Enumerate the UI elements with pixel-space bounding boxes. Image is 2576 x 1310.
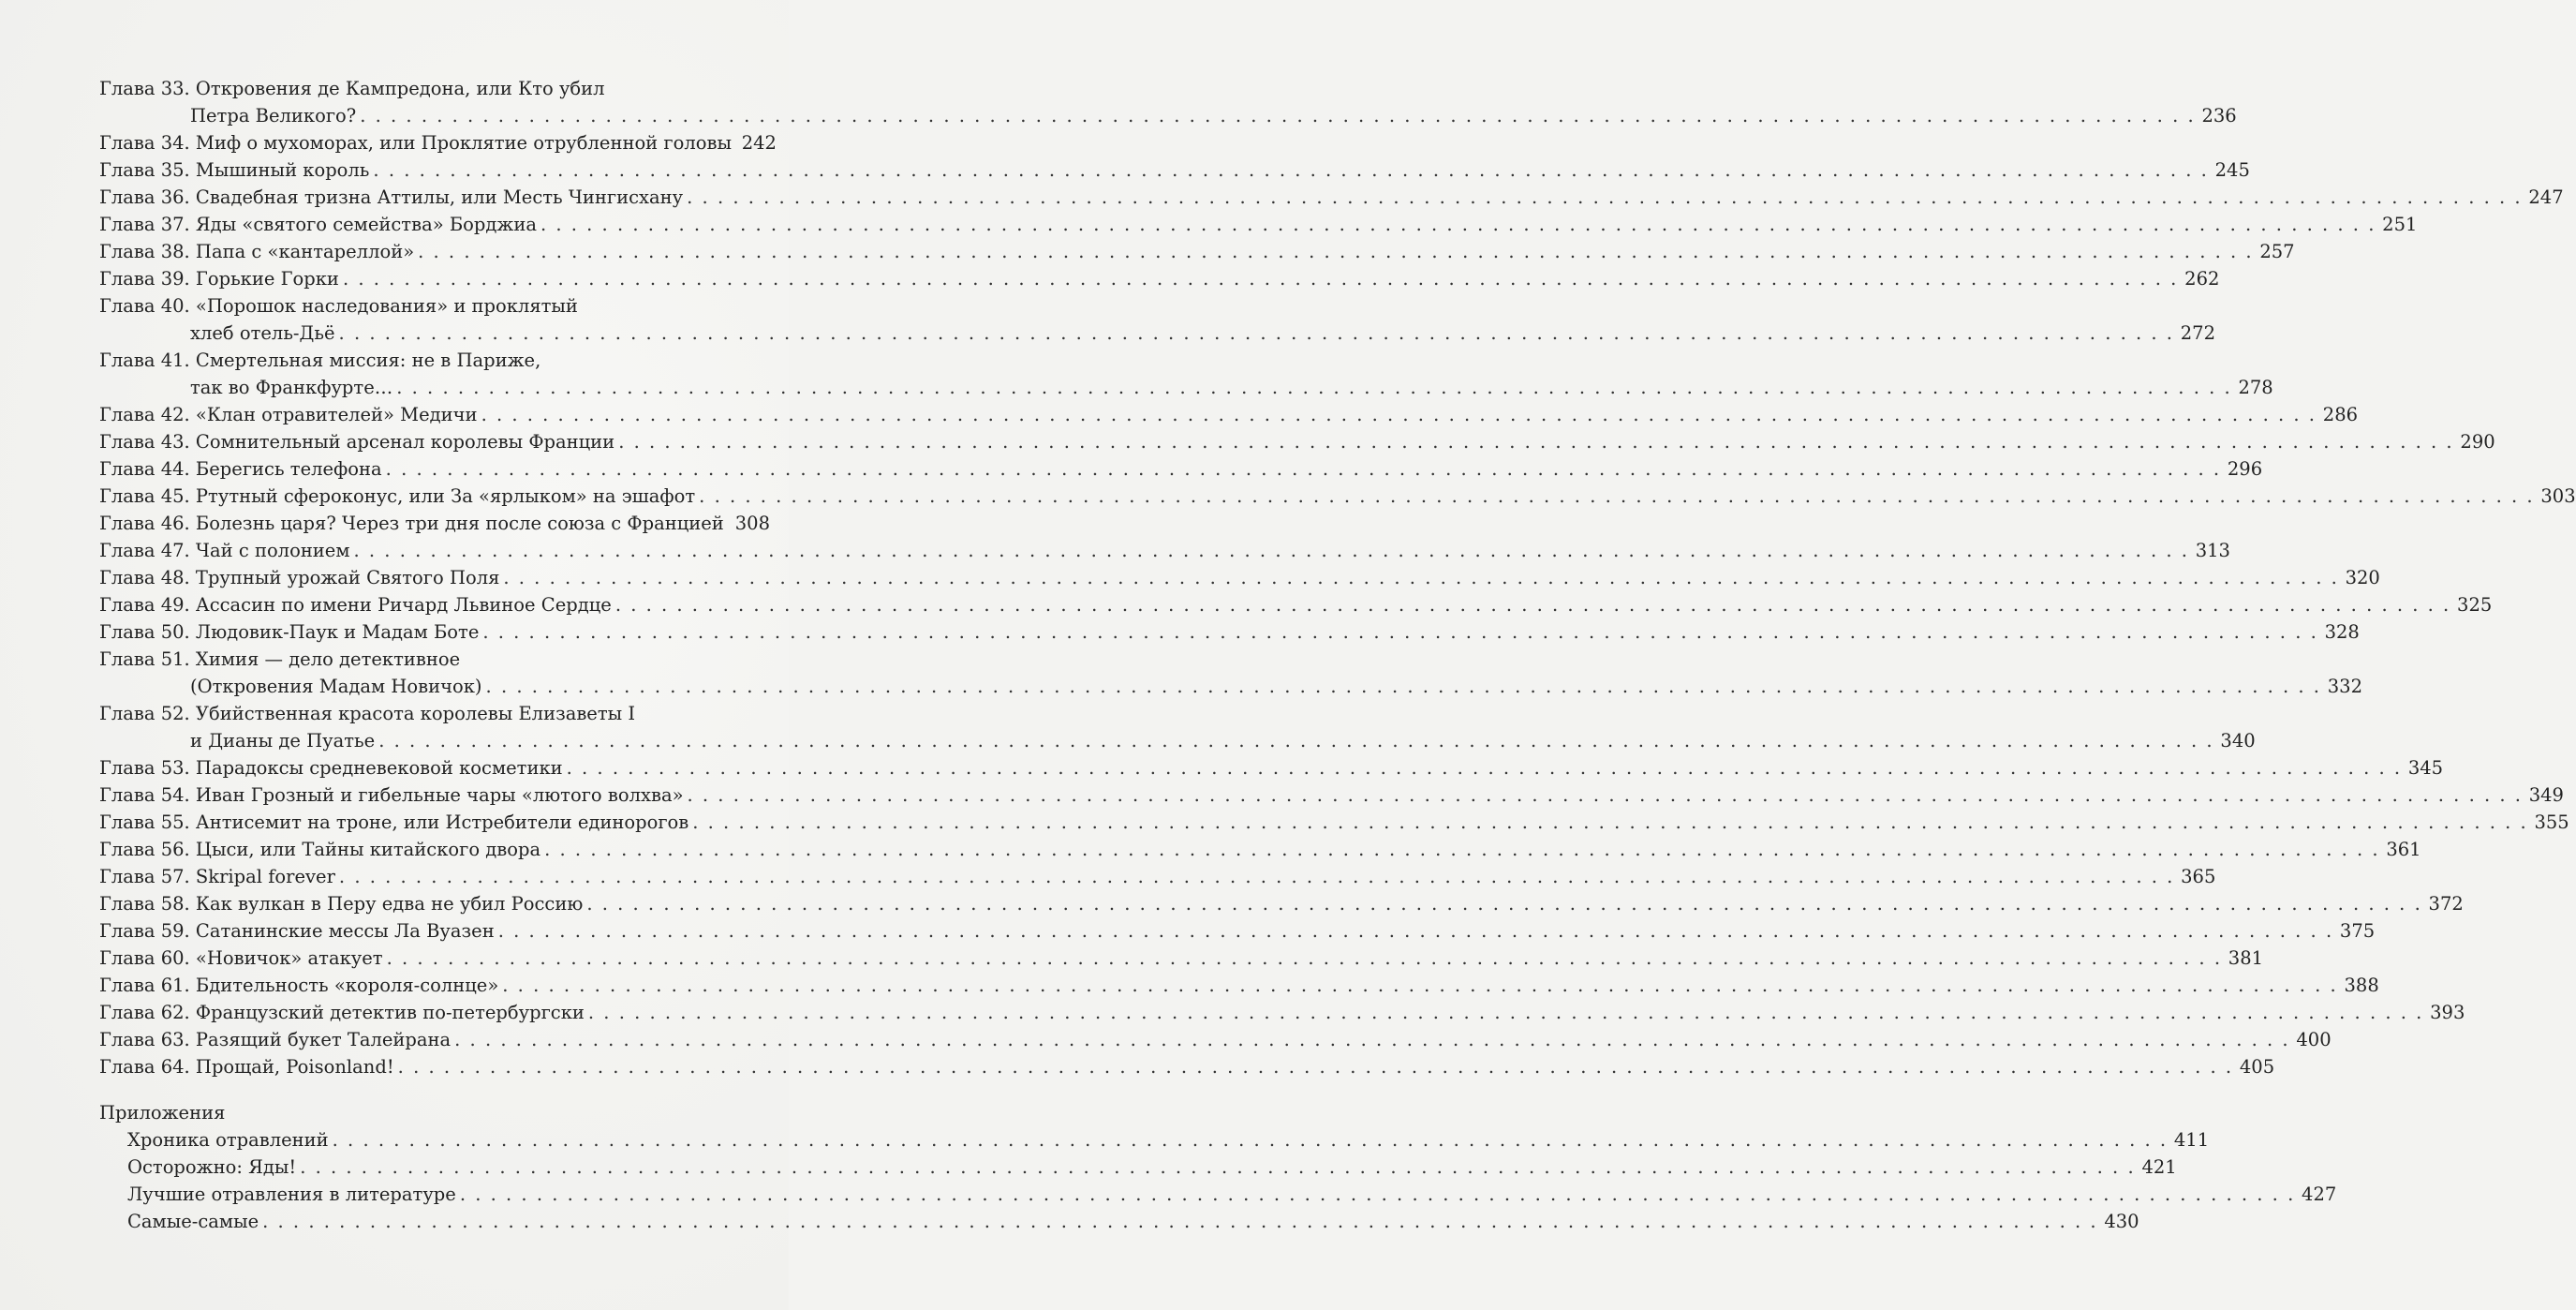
toc-entry-title: Глава 34. Миф о мухоморах, или Проклятие отрубленной головы — [99, 132, 732, 154]
toc-entry[interactable] — [99, 428, 2495, 455]
toc-page-number: 303 — [2540, 485, 2576, 507]
dot-leader: . . . . . . . . . . . . . . . . . . . . . . . . . . . . . . . . . . . . . . . . . . . . . . . . . . . . . . . . . . . . . . . . . . . . . . . . . . . . . . . . . . . . . . . . . . . . . . . . . . . . . . . . . . . . . . . . . . . . . . . . — [418, 241, 2254, 262]
dot-leader: . . . . . . . . . . . . . . . . . . . . . . . . . . . . . . . . . . . . . . . . . . . . . . . . . . . . . . . . . . . . . . . . . . . . . . . . . . . . . . . . . . . . . . . . . . . . . . . . . . . . . . . . . . . . . . . . . . . . . . . . — [692, 811, 2528, 833]
dot-leader: . . . . . . . . . . . . . . . . . . . . . . . . . . . . . . . . . . . . . . . . . . . . . . . . . . . . . . . . . . . . . . . . . . . . . . . . . . . . . . . . . . . . . . . . . . . . . . . . . . . . . . . . . . . . . . . . . . . . . . . . — [482, 621, 2318, 643]
toc-page-number: 247 — [2528, 186, 2564, 208]
toc-page-number: 262 — [2184, 268, 2220, 290]
toc-page-number: 381 — [2228, 947, 2264, 969]
toc-page-number: 320 — [2345, 567, 2380, 588]
toc-entry[interactable] — [99, 754, 2444, 782]
appendix-page-number: 421 — [2141, 1156, 2177, 1178]
dot-leader: . . . . . . . . . . . . . . . . . . . . . . . . . . . . . . . . . . . . . . . . . . . . . . . . . . . . . . . . . . . . . . . . . . . . . . . . . . . . . . . . . . . . . . . . . . . . . . . . . . . . . . . . . . . . . . . . . . . . . . . . — [454, 1029, 2290, 1050]
toc-entry[interactable] — [99, 537, 2230, 564]
toc-entry[interactable] — [99, 292, 2215, 347]
toc-entry[interactable] — [99, 782, 2564, 809]
toc-entry[interactable] — [99, 347, 2273, 401]
toc-entry-title: Глава 52. Убийственная красота королевы Елизаветы I — [99, 703, 636, 724]
toc-page-number: 251 — [2382, 214, 2418, 235]
toc-page-number: 245 — [2214, 159, 2250, 181]
toc-page-number: 328 — [2324, 621, 2360, 643]
dot-leader — [728, 510, 729, 537]
appendix-entry-title: Лучшие отравления в литературе — [127, 1183, 456, 1205]
appendix-entry-title: Хроника отравлений — [127, 1129, 329, 1151]
toc-page-number: 332 — [2327, 676, 2362, 697]
toc-entry[interactable] — [99, 75, 2237, 129]
toc-entry-title: Глава 44. Берегись телефона — [99, 458, 382, 480]
toc-entry-title: Глава 55. Антисемит на троне, или Истребители единорогов — [99, 811, 689, 833]
dot-leader: . . . . . . . . . . . . . . . . . . . . . . . . . . . . . . . . . . . . . . . . . . . . . . . . . . . . . . . . . . . . . . . . . . . . . . . . . . . . . . . . . . . . . . . . . . . . . . . . . . . . . . . . . . . . . . . . . . . . . . . . — [503, 567, 2339, 588]
toc-page-number: 355 — [2534, 811, 2569, 833]
toc-entry-title: Глава 59. Сатанинские мессы Ла Вуазен — [99, 920, 495, 942]
dot-leader: . . . . . . . . . . . . . . . . . . . . . . . . . . . . . . . . . . . . . . . . . . . . . . . . . . . . . . . . . . . . . . . . . . . . . . . . . . . . . . . . . . . . . . . . . . . . . . . . . . . . . . . . . . . . . . . . . . . . . . . . — [386, 947, 2223, 969]
toc-entry[interactable] — [99, 483, 2576, 510]
dot-leader: . . . . . . . . . . . . . . . . . . . . . . . . . . . . . . . . . . . . . . . . . . . . . . . . . . . . . . . . . . . . . . . . . . . . . . . . . . . . . . . . . . . . . . . . . . . . . . . . . . . . . . . . . . . . . . . . . . . . . . . . — [544, 839, 2380, 860]
toc-entry[interactable] — [99, 265, 2220, 292]
toc-entry-title: Глава 45. Ртутный сфероконус, или За «ярлыком» на эшафот — [99, 485, 696, 507]
toc-page-number: 388 — [2344, 975, 2379, 996]
toc-entry-title: Глава 58. Как вулкан в Перу едва не убил Россию — [99, 893, 584, 915]
toc-page-number: 296 — [2227, 458, 2263, 480]
dot-leader: . . . . . . . . . . . . . . . . . . . . . . . . . . . . . . . . . . . . . . . . . . . . . . . . . . . . . . . . . . . . . . . . . . . . . . . . . . . . . . . . . . . . . . . . . . . . . . . . . . . . . . . . . . . . . . . . . . . . . . . . — [566, 757, 2403, 779]
toc-entry[interactable] — [99, 863, 2216, 890]
toc-page-number: 393 — [2430, 1002, 2465, 1023]
toc-entry-title: Глава 42. «Клан отравителей» Медичи — [99, 404, 478, 425]
toc-entry-title: Глава 51. Химия — дело детективное — [99, 648, 461, 670]
appendix-page-number: 427 — [2302, 1183, 2337, 1205]
dot-leader: . . . . . . . . . . . . . . . . . . . . . . . . . . . . . . . . . . . . . . . . . . . . . . . . . . . . . . . . . . . . . . . . . . . . . . . . . . . . . . . . . . . . . . . . . . . . . . . . . . . . . . . . . . . . . . . . . . . . . . . . — [342, 268, 2179, 290]
appendix-entry[interactable] — [99, 1181, 2337, 1208]
toc-page-number: 361 — [2386, 839, 2421, 860]
toc-page-number: 313 — [2195, 540, 2230, 561]
dot-leader: . . . . . . . . . . . . . . . . . . . . . . . . . . . . . . . . . . . . . . . . . . . . . . . . . . . . . . . . . . . . . . . . . . . . . . . . . . . . . . . . . . . . . . . . . . . . . . . . . . . . . . . . . . . . . . . . . . . . . . . . — [353, 540, 2189, 561]
dot-leader: . . . . . . . . . . . . . . . . . . . . . . . . . . . . . . . . . . . . . . . . . . . . . . . . . . . . . . . . . . . . . . . . . . . . . . . . . . . . . . . . . . . . . . . . . . . . . . . . . . . . . . . . . . . . . . . . . . . . . . . . — [300, 1156, 2136, 1178]
appendix-page-number: 430 — [2104, 1211, 2139, 1232]
toc-entry-title: Глава 64. Прощай, Poisonland! — [99, 1056, 394, 1078]
toc-page-number: 375 — [2339, 920, 2376, 942]
toc-entry[interactable] — [99, 238, 2295, 265]
toc-entry[interactable] — [99, 917, 2376, 945]
toc-entry[interactable] — [99, 836, 2421, 863]
dot-leader: . . . . . . . . . . . . . . . . . . . . . . . . . . . . . . . . . . . . . . . . . . . . . . . . . . . . . . . . . . . . . . . . . . . . . . . . . . . . . . . . . . . . . . . . . . . . . . . . . . . . . . . . . . . . . . . . . . . . . . . . — [360, 105, 2196, 127]
dot-leader: . . . . . . . . . . . . . . . . . . . . . . . . . . . . . . . . . . . . . . . . . . . . . . . . . . . . . . . . . . . . . . . . . . . . . . . . . . . . . . . . . . . . . . . . . . . . . . . . . . . . . . . . . . . . . . . . . . . . . . . . — [587, 1002, 2424, 1023]
toc-page-number: 345 — [2407, 757, 2444, 779]
toc-page-number: 286 — [2322, 404, 2359, 425]
dot-leader: . . . . . . . . . . . . . . . . . . . . . . . . . . . . . . . . . . . . . . . . . . . . . . . . . . . . . . . . . . . . . . . . . . . . . . . . . . . . . . . . . . . . . . . . . . . . . . . . . . . . . . . . . . . . . . . . . . . . . . . . — [485, 676, 2321, 697]
toc-entry-title: так во Франкфурте… — [190, 377, 393, 398]
dot-leader: . . . . . . . . . . . . . . . . . . . . . . . . . . . . . . . . . . . . . . . . . . . . . . . . . . . . . . . . . . . . . . . . . . . . . . . . . . . . . . . . . . . . . . . . . . . . . . . . . . . . . . . . . . . . . . . . . . . . . . . . — [397, 1056, 2234, 1078]
appendix-entry[interactable] — [99, 1154, 2177, 1181]
toc-entry-title: Петра Великого? — [190, 105, 357, 127]
appendix-entry[interactable] — [99, 1208, 2139, 1235]
toc-entry[interactable] — [99, 184, 2564, 211]
dot-leader: . . . . . . . . . . . . . . . . . . . . . . . . . . . . . . . . . . . . . . . . . . . . . . . . . . . . . . . . . . . . . . . . . . . . . . . . . . . . . . . . . . . . . . . . . . . . . . . . . . . . . . . . . . . . . . . . . . . . . . . . — [699, 485, 2535, 507]
toc-entry[interactable] — [99, 809, 2569, 836]
toc-entry[interactable] — [99, 1026, 2332, 1053]
toc-entry-title: Глава 61. Бдительность «короля-солнце» — [99, 975, 499, 996]
dot-leader: . . . . . . . . . . . . . . . . . . . . . . . . . . . . . . . . . . . . . . . . . . . . . . . . . . . . . . . . . . . . . . . . . . . . . . . . . . . . . . . . . . . . . . . . . . . . . . . . . . . . . . . . . . . . . . . . . . . . . . . . — [373, 159, 2209, 181]
toc-entry-title: Глава 37. Яды «святого семейства» Борджиа — [99, 214, 537, 235]
toc-entry-title: Глава 35. Мышиный король — [99, 159, 370, 181]
toc-entry[interactable] — [99, 890, 2464, 917]
toc-entry-title: (Откровения Мадам Новичок) — [190, 676, 482, 697]
toc-page-number: 340 — [2220, 730, 2256, 752]
toc-entry-title: Глава 63. Разящий букет Талейрана — [99, 1029, 452, 1050]
appendix-entry[interactable] — [99, 1126, 2210, 1154]
appendix-page-number: 411 — [2173, 1129, 2210, 1151]
toc-page-number: 308 — [734, 513, 770, 534]
toc-entry[interactable] — [99, 564, 2380, 591]
toc-entry[interactable] — [99, 591, 2493, 618]
toc-page-number: 325 — [2457, 594, 2493, 616]
toc-entry-title: Глава 49. Ассасин по имени Ричард Львиное Сердце — [99, 594, 612, 616]
toc-entry[interactable] — [99, 129, 777, 156]
toc-page-number: 242 — [741, 132, 777, 154]
toc-entry[interactable] — [99, 700, 2256, 754]
toc-entry[interactable] — [99, 211, 2418, 238]
toc-page-number: 290 — [2460, 431, 2495, 453]
dot-leader: . . . . . . . . . . . . . . . . . . . . . . . . . . . . . . . . . . . . . . . . . . . . . . . . . . . . . . . . . . . . . . . . . . . . . . . . . . . . . . . . . . . . . . . . . . . . . . . . . . . . . . . . . . . . . . . . . . . . . . . . — [459, 1183, 2296, 1205]
toc-entry[interactable] — [99, 945, 2264, 972]
toc-entry-title: Глава 53. Парадоксы средневековой косметики — [99, 757, 563, 779]
dot-leader: . . . . . . . . . . . . . . . . . . . . . . . . . . . . . . . . . . . . . . . . . . . . . . . . . . . . . . . . . . . . . . . . . . . . . . . . . . . . . . . . . . . . . . . . . . . . . . . . . . . . . . . . . . . . . . . . . . . . . . . . — [502, 975, 2338, 996]
toc-entry-title: Глава 39. Горькие Горки — [99, 268, 339, 290]
toc-entry-title: и Дианы де Пуатье — [190, 730, 376, 752]
toc-page-number: 349 — [2528, 784, 2564, 806]
dot-leader: . . . . . . . . . . . . . . . . . . . . . . . . . . . . . . . . . . . . . . . . . . . . . . . . . . . . . . . . . . . . . . . . . . . . . . . . . . . . . . . . . . . . . . . . . . . . . . . . . . . . . . . . . . . . . . . . . . . . . . . . — [262, 1211, 2098, 1232]
toc-entry-title: Глава 36. Свадебная тризна Аттилы, или Месть Чингисхану — [99, 186, 684, 208]
toc-page-number: 400 — [2296, 1029, 2332, 1050]
toc-page-number: 365 — [2181, 866, 2216, 887]
toc-entry[interactable] — [99, 1053, 2275, 1080]
dot-leader: . . . . . . . . . . . . . . . . . . . . . . . . . . . . . . . . . . . . . . . . . . . . . . . . . . . . . . . . . . . . . . . . . . . . . . . . . . . . . . . . . . . . . . . . . . . . . . . . . . . . . . . . . . . . . . . . . . . . . . . . — [332, 1129, 2169, 1151]
toc-entry-title: Глава 50. Людовик-Паук и Мадам Боте — [99, 621, 480, 643]
toc-entry-title: Глава 47. Чай с полонием — [99, 540, 350, 561]
dot-leader: . . . . . . . . . . . . . . . . . . . . . . . . . . . . . . . . . . . . . . . . . . . . . . . . . . . . . . . . . . . . . . . . . . . . . . . . . . . . . . . . . . . . . . . . . . . . . . . . . . . . . . . . . . . . . . . . . . . . . . . . — [618, 431, 2454, 453]
toc-entry[interactable] — [99, 999, 2465, 1026]
toc-entry-title: Глава 33. Откровения де Кампредона, или Кто убил — [99, 78, 605, 99]
appendix-entry-title: Самые-самые — [127, 1211, 259, 1232]
toc-entry-title: хлеб отель-Дьё — [190, 322, 335, 344]
toc-page-number: 236 — [2201, 105, 2237, 127]
dot-leader: . . . . . . . . . . . . . . . . . . . . . . . . . . . . . . . . . . . . . . . . . . . . . . . . . . . . . . . . . . . . . . . . . . . . . . . . . . . . . . . . . . . . . . . . . . . . . . . . . . . . . . . . . . . . . . . . . . . . . . . . — [540, 214, 2376, 235]
toc-entry[interactable] — [99, 646, 2362, 700]
toc-page-number: 257 — [2259, 241, 2295, 262]
toc-entry[interactable] — [99, 972, 2379, 999]
appendix-entry-title: Осторожно: Яды! — [127, 1156, 297, 1178]
toc-entry[interactable] — [99, 618, 2360, 646]
toc-page-number: 405 — [2239, 1056, 2275, 1078]
toc-entry-title: Глава 62. Французский детектив по-петербургски — [99, 1002, 585, 1023]
dot-leader: . . . . . . . . . . . . . . . . . . . . . . . . . . . . . . . . . . . . . . . . . . . . . . . . . . . . . . . . . . . . . . . . . . . . . . . . . . . . . . . . . . . . . . . . . . . . . . . . . . . . . . . . . . . . . . . . . . . . . . . . — [481, 404, 2317, 425]
dot-leader: . . . . . . . . . . . . . . . . . . . . . . . . . . . . . . . . . . . . . . . . . . . . . . . . . . . . . . . . . . . . . . . . . . . . . . . . . . . . . . . . . . . . . . . . . . . . . . . . . . . . . . . . . . . . . . . . . . . . . . . . — [385, 458, 2222, 480]
dot-leader: . . . . . . . . . . . . . . . . . . . . . . . . . . . . . . . . . . . . . . . . . . . . . . . . . . . . . . . . . . . . . . . . . . . . . . . . . . . . . . . . . . . . . . . . . . . . . . . . . . . . . . . . . . . . . . . . . . . . . . . . — [497, 920, 2334, 942]
toc-entry-title: Глава 40. «Порошок наследования» и проклятый — [99, 295, 578, 317]
dot-leader: . . . . . . . . . . . . . . . . . . . . . . . . . . . . . . . . . . . . . . . . . . . . . . . . . . . . . . . . . . . . . . . . . . . . . . . . . . . . . . . . . . . . . . . . . . . . . . . . . . . . . . . . . . . . . . . . . . . . . . . . — [687, 784, 2523, 806]
toc-entry-title: Глава 43. Сомнительный арсенал королевы Франции — [99, 431, 615, 453]
toc-entry-title: Глава 38. Папа с «кантареллой» — [99, 241, 415, 262]
toc-entry[interactable] — [99, 510, 770, 537]
toc-entry-title: Глава 60. «Новичок» атакует — [99, 947, 383, 969]
table-of-contents — [99, 75, 2576, 1235]
toc-entry-title: Глава 46. Болезнь царя? Через три дня после союза с Францией — [99, 513, 724, 534]
dot-leader: . . . . . . . . . . . . . . . . . . . . . . . . . . . . . . . . . . . . . . . . . . . . . . . . . . . . . . . . . . . . . . . . . . . . . . . . . . . . . . . . . . . . . . . . . . . . . . . . . . . . . . . . . . . . . . . . . . . . . . . . — [586, 893, 2422, 915]
toc-page-number: 272 — [2180, 322, 2215, 344]
toc-entry[interactable] — [99, 401, 2359, 428]
appendix-heading: Приложения — [99, 1102, 226, 1124]
dot-leader: . . . . . . . . . . . . . . . . . . . . . . . . . . . . . . . . . . . . . . . . . . . . . . . . . . . . . . . . . . . . . . . . . . . . . . . . . . . . . . . . . . . . . . . . . . . . . . . . . . . . . . . . . . . . . . . . . . . . . . . . — [338, 322, 2174, 344]
toc-page-number: 278 — [2238, 377, 2273, 398]
toc-entry-title: Глава 54. Иван Грозный и гибельные чары «лютого волхва» — [99, 784, 684, 806]
toc-entry-title: Глава 56. Цыси, или Тайны китайского двора — [99, 839, 541, 860]
toc-entry-title: Глава 41. Смертельная миссия: не в Париже, — [99, 350, 541, 371]
toc-entry-title: Глава 57. Skripal forever — [99, 866, 335, 887]
toc-page-number: 372 — [2428, 893, 2464, 915]
dot-leader: . . . . . . . . . . . . . . . . . . . . . . . . . . . . . . . . . . . . . . . . . . . . . . . . . . . . . . . . . . . . . . . . . . . . . . . . . . . . . . . . . . . . . . . . . . . . . . . . . . . . . . . . . . . . . . . . . . . . . . . . — [378, 730, 2214, 752]
dot-leader: . . . . . . . . . . . . . . . . . . . . . . . . . . . . . . . . . . . . . . . . . . . . . . . . . . . . . . . . . . . . . . . . . . . . . . . . . . . . . . . . . . . . . . . . . . . . . . . . . . . . . . . . . . . . . . . . . . . . . . . . — [396, 377, 2232, 398]
toc-entry[interactable] — [99, 156, 2250, 184]
toc-entry-title: Глава 48. Трупный урожай Святого Поля — [99, 567, 500, 588]
toc-entry[interactable] — [99, 455, 2263, 483]
dot-leader: . . . . . . . . . . . . . . . . . . . . . . . . . . . . . . . . . . . . . . . . . . . . . . . . . . . . . . . . . . . . . . . . . . . . . . . . . . . . . . . . . . . . . . . . . . . . . . . . . . . . . . . . . . . . . . . . . . . . . . . . — [614, 594, 2451, 616]
dot-leader: . . . . . . . . . . . . . . . . . . . . . . . . . . . . . . . . . . . . . . . . . . . . . . . . . . . . . . . . . . . . . . . . . . . . . . . . . . . . . . . . . . . . . . . . . . . . . . . . . . . . . . . . . . . . . . . . . . . . . . . . — [338, 866, 2175, 887]
dot-leader: . . . . . . . . . . . . . . . . . . . . . . . . . . . . . . . . . . . . . . . . . . . . . . . . . . . . . . . . . . . . . . . . . . . . . . . . . . . . . . . . . . . . . . . . . . . . . . . . . . . . . . . . . . . . . . . . . . . . . . . . — [687, 186, 2523, 208]
